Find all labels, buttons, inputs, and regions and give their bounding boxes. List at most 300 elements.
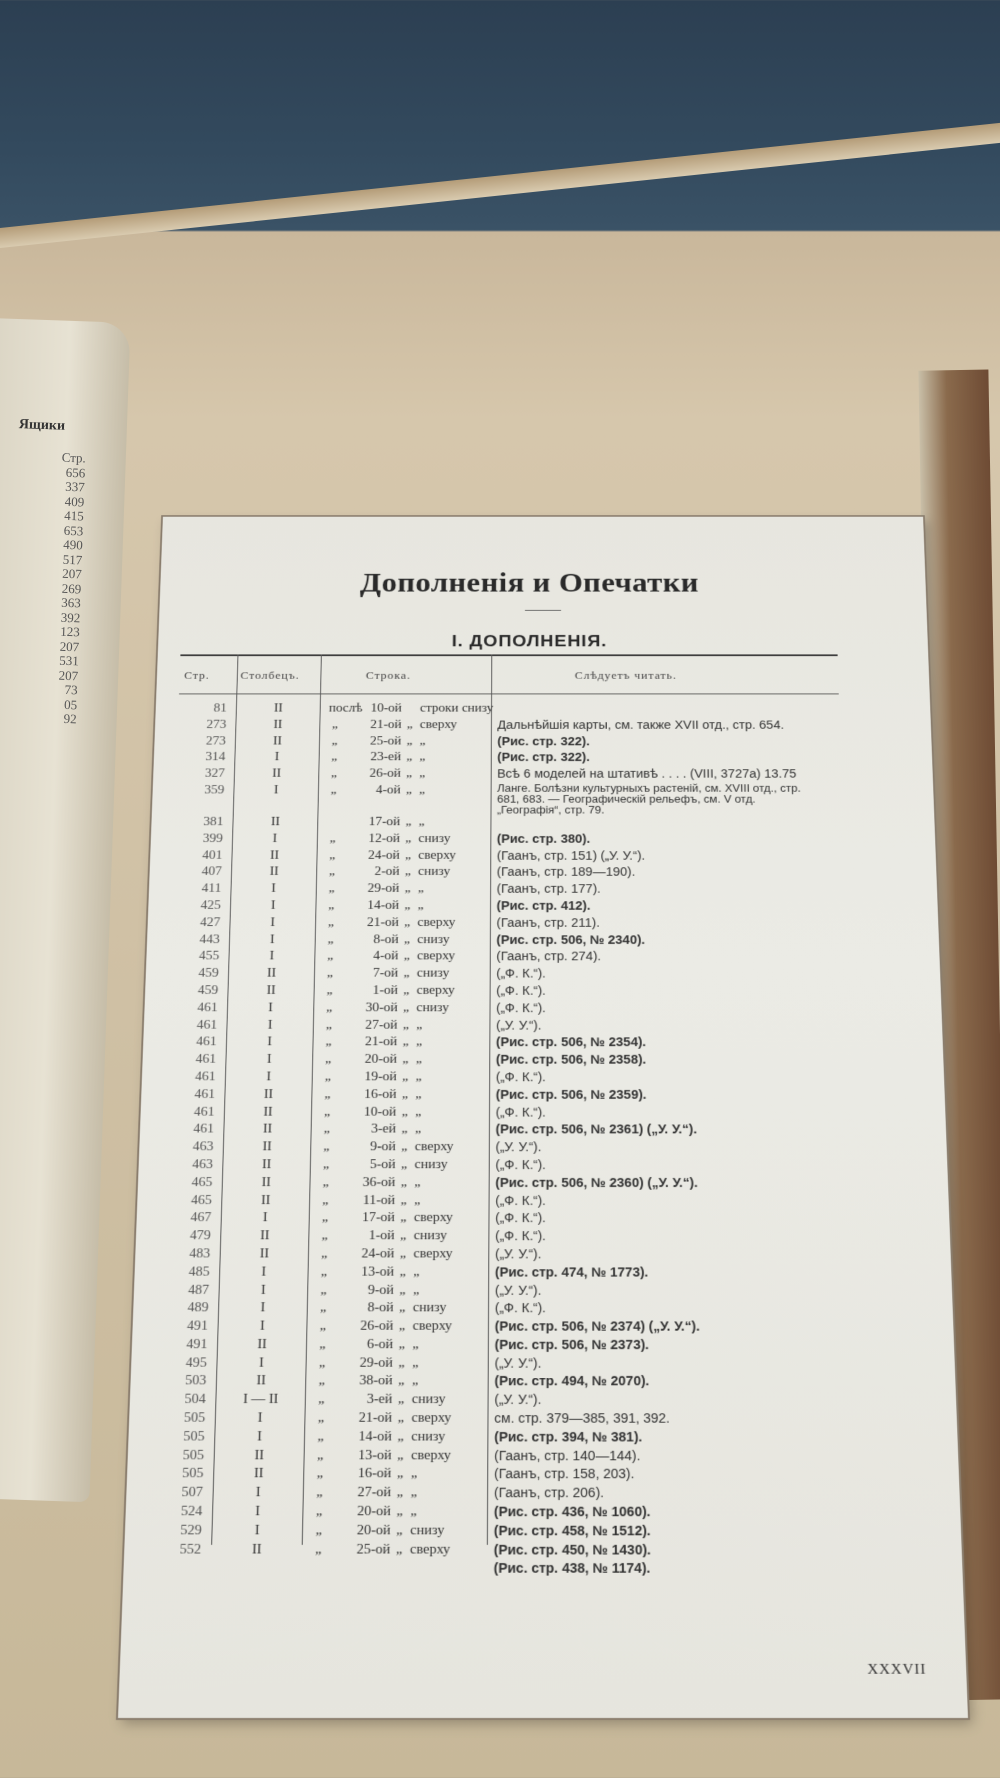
row-line-cell: 24-ой xyxy=(367,848,400,862)
document-page xyxy=(118,517,968,1718)
row-read-cell: (Гаанъ, стр. 274). xyxy=(496,949,602,964)
row-read-cell: („Ф. К.“). xyxy=(496,983,546,998)
row-position-cell: сверху xyxy=(413,1210,454,1226)
table-row xyxy=(148,899,938,916)
row-column-cell: II xyxy=(259,1246,270,1261)
row-column-cell: II xyxy=(269,865,279,879)
row-read-cell: („Ф. К.“). xyxy=(496,966,546,981)
row-page-cell: 529 xyxy=(180,1522,202,1539)
row-line-cell: 1-ой xyxy=(368,1228,395,1244)
row-ditto-cell: „ xyxy=(399,1264,406,1280)
row-position-cell: сверху xyxy=(409,1541,451,1558)
row-column-cell: I xyxy=(272,831,278,846)
row-prefix-cell: „ xyxy=(328,865,336,879)
row-ditto-cell: „ xyxy=(406,734,413,748)
row-page-cell: 483 xyxy=(189,1246,211,1261)
row-line-cell: 10-ой xyxy=(363,1104,397,1119)
row-prefix-cell: „ xyxy=(326,1000,333,1015)
table-row xyxy=(140,1105,945,1123)
row-line-cell: 23-ей xyxy=(370,750,402,764)
row-ditto-cell: „ xyxy=(404,898,411,913)
row-prefix-cell: „ xyxy=(321,1210,329,1226)
row-ditto-cell: „ xyxy=(401,1122,408,1137)
row-ditto-cell: „ xyxy=(397,1392,405,1408)
row-page-cell: 425 xyxy=(200,898,222,913)
row-read-cell: Ланге. Болѣзни культурныхъ растеній, см. XVIII отд., стр. 681, 683. — Географическій рельефъ, см. V отд. „Географія“, стр. 79. xyxy=(496,782,801,816)
row-line-cell: 1-ой xyxy=(372,983,399,998)
row-ditto-cell: „ xyxy=(405,831,412,846)
row-column-cell: II xyxy=(256,1373,266,1389)
row-read-cell: (Рис. стр. 506, № 2374) („У. У.“). xyxy=(494,1318,700,1334)
row-page-cell: 461 xyxy=(194,1069,216,1084)
row-read-cell: („Ф. К.“). xyxy=(495,1210,546,1226)
row-line-cell: 21-ой xyxy=(370,717,402,732)
row-position-cell: снизу xyxy=(417,932,450,947)
row-position-cell: снизу xyxy=(412,1300,447,1316)
row-page-cell: 524 xyxy=(180,1503,203,1520)
header-rule-bottom xyxy=(179,694,839,695)
row-read-cell: (Рис. стр. 450, № 1430). xyxy=(493,1541,651,1558)
row-line-cell: 14-ой xyxy=(358,1429,392,1445)
row-position-cell: „ xyxy=(418,815,425,829)
title-rule xyxy=(525,610,561,611)
row-line-cell: 13-ой xyxy=(357,1447,392,1463)
row-column-cell: II xyxy=(266,966,277,981)
row-page-cell: 463 xyxy=(192,1139,214,1154)
row-read-cell: (Гаанъ, стр. 211). xyxy=(496,915,600,930)
row-line-cell: 2-ой xyxy=(374,865,400,879)
row-position-cell: снизу xyxy=(410,1522,445,1539)
row-page-cell: 507 xyxy=(181,1485,204,1501)
row-page-cell: 359 xyxy=(204,783,225,797)
row-read-cell: (Рис. стр. 436, № 1060). xyxy=(493,1503,651,1520)
row-position-cell: „ xyxy=(414,1192,421,1208)
row-position-cell: „ xyxy=(415,1087,422,1102)
row-position-cell: сверху xyxy=(411,1410,452,1426)
row-line-cell: 17-ой xyxy=(368,815,401,829)
row-page-cell: 503 xyxy=(184,1373,207,1389)
row-prefix-cell: „ xyxy=(324,1087,331,1102)
table-row xyxy=(125,1504,960,1523)
left-page-entry: 207 xyxy=(62,565,83,582)
row-position-cell: сверху xyxy=(411,1447,452,1463)
row-prefix-cell: „ xyxy=(325,1052,332,1067)
row-line-cell: 13-ой xyxy=(360,1264,395,1280)
row-column-cell: II xyxy=(257,1337,267,1352)
row-ditto-cell: „ xyxy=(397,1447,404,1463)
row-read-cell: („Ф. К.“). xyxy=(494,1300,546,1316)
row-position-cell: сверху xyxy=(419,717,458,732)
row-position-cell: „ xyxy=(417,881,424,896)
row-line-cell: 3-ей xyxy=(370,1122,397,1137)
row-ditto-cell: „ xyxy=(401,1139,408,1154)
row-read-cell: (Рис. стр. 458, № 1512). xyxy=(493,1522,651,1539)
header-line: Строка. xyxy=(365,669,411,682)
left-page-entries xyxy=(6,449,86,727)
row-position-cell: „ xyxy=(419,750,426,764)
table-row xyxy=(153,767,933,783)
row-column-cell: II xyxy=(263,1087,274,1102)
table-row xyxy=(133,1301,953,1319)
row-prefix-cell: „ xyxy=(321,1228,328,1244)
row-position-cell: „ xyxy=(414,1175,421,1190)
row-line-cell: 14-ой xyxy=(367,898,400,913)
row-line-cell: 10-ой xyxy=(370,701,402,715)
row-page-cell: 327 xyxy=(204,766,226,781)
row-ditto-cell: „ xyxy=(403,983,410,998)
page-number: XXXVII xyxy=(867,1661,927,1678)
row-page-cell: 487 xyxy=(187,1282,210,1298)
row-column-cell: I — II xyxy=(242,1392,279,1408)
row-line-cell: 16-ой xyxy=(357,1466,392,1482)
row-column-cell: I xyxy=(269,932,275,947)
row-line-cell: 9-ой xyxy=(369,1139,396,1154)
row-column-cell: I xyxy=(270,898,276,913)
row-position-cell: сверху xyxy=(413,1246,453,1261)
row-ditto-cell: „ xyxy=(406,750,413,764)
table-row xyxy=(144,1001,942,1018)
left-page-entry: 490 xyxy=(63,536,84,553)
row-read-cell: (Гаанъ, стр. 177). xyxy=(496,881,601,896)
row-read-cell: (Рис. стр. 506, № 2373). xyxy=(494,1337,649,1352)
row-position-cell: снизу xyxy=(411,1392,446,1408)
row-line-cell: 16-ой xyxy=(363,1087,397,1102)
row-ditto-cell: „ xyxy=(406,766,413,781)
row-page-cell: 552 xyxy=(179,1541,202,1558)
row-column-cell: I xyxy=(254,1522,260,1539)
row-ditto-cell: „ xyxy=(400,1228,407,1244)
row-page-cell: 505 xyxy=(183,1429,205,1445)
table-row xyxy=(139,1140,947,1158)
row-column-cell: II xyxy=(251,1541,262,1558)
row-line-cell: 3-ей xyxy=(366,1392,393,1408)
row-position-cell: „ xyxy=(414,1122,422,1137)
row-read-cell: (Рис. стр. 380). xyxy=(496,831,591,846)
row-column-cell: I xyxy=(266,1069,272,1084)
row-page-cell: 465 xyxy=(191,1175,213,1190)
row-prefix-cell: „ xyxy=(318,1373,326,1389)
row-position-cell: „ xyxy=(410,1503,417,1520)
row-prefix-cell: „ xyxy=(317,1410,325,1426)
row-line-cell: 20-ой xyxy=(356,1503,391,1520)
row-position-cell: „ xyxy=(415,1069,422,1084)
row-prefix-cell: „ xyxy=(323,1104,331,1119)
row-line-cell: 4-ой xyxy=(373,949,399,964)
row-prefix-cell: „ xyxy=(319,1318,327,1334)
row-ditto-cell: „ xyxy=(398,1337,406,1352)
left-page-entry: 05 xyxy=(63,696,78,712)
row-line-cell: 21-ой xyxy=(364,1035,398,1050)
row-prefix-cell: „ xyxy=(316,1485,323,1501)
row-position-cell: строки снизу xyxy=(419,701,494,715)
row-column-cell: II xyxy=(262,1122,273,1137)
row-ditto-cell: „ xyxy=(403,932,411,947)
row-position-cell: снизу xyxy=(417,865,451,879)
left-page-entry: 656 xyxy=(65,464,86,480)
row-ditto-cell: „ xyxy=(399,1282,406,1298)
row-page-cell: 443 xyxy=(199,932,220,947)
table-row xyxy=(124,1542,962,1561)
row-ditto-cell: „ xyxy=(402,1017,410,1032)
table-row xyxy=(143,1035,943,1052)
row-read-cell: (Гаанъ, стр. 206). xyxy=(493,1485,604,1501)
row-ditto-cell: „ xyxy=(400,1157,408,1172)
row-position-cell: „ xyxy=(412,1282,420,1298)
row-page-cell: 407 xyxy=(201,865,223,879)
row-prefix-cell: „ xyxy=(329,848,336,862)
row-line-cell: 21-ой xyxy=(358,1410,393,1426)
row-read-cell: („У. У.“). xyxy=(496,1017,542,1032)
table-row xyxy=(125,1523,962,1542)
row-ditto-cell: „ xyxy=(404,865,411,879)
row-column-cell: II xyxy=(261,1157,272,1172)
row-prefix-cell: „ xyxy=(316,1466,324,1482)
row-position-cell: сверху xyxy=(416,949,456,964)
table-row xyxy=(146,949,940,966)
header-rule-top xyxy=(180,654,837,656)
row-read-cell: (Рис. стр. 506, № 2340). xyxy=(496,932,646,947)
row-page-cell: 467 xyxy=(190,1210,212,1226)
left-page-entry: 517 xyxy=(62,551,83,567)
table-row xyxy=(141,1087,945,1104)
row-column-cell: II xyxy=(273,717,283,732)
row-column-cell: I xyxy=(259,1355,265,1371)
row-page-cell: 427 xyxy=(199,915,221,930)
row-column-cell: I xyxy=(274,750,280,764)
row-prefix-cell: „ xyxy=(322,1192,329,1208)
row-column-cell: II xyxy=(266,983,276,998)
row-column-cell: II xyxy=(263,1104,273,1119)
row-line-cell: 38-ой xyxy=(359,1373,393,1389)
row-ditto-cell: „ xyxy=(396,1466,404,1482)
row-line-cell: 29-ой xyxy=(367,881,400,896)
table-row xyxy=(129,1392,956,1410)
row-line-cell: 9-ой xyxy=(367,1282,394,1298)
left-page-entry: Стр. xyxy=(61,449,87,466)
row-line-cell: 27-ой xyxy=(365,1017,398,1032)
row-read-cell: Дальнѣйшія карты, см. также XVII отд., стр. 654. xyxy=(497,717,785,732)
row-page-cell: 491 xyxy=(186,1337,208,1352)
row-position-cell: сверху xyxy=(412,1318,453,1334)
row-line-cell: 12-ой xyxy=(368,831,401,846)
row-prefix-cell: „ xyxy=(331,734,338,748)
row-column-cell: II xyxy=(260,1192,271,1208)
row-line-cell: 25-ой xyxy=(369,734,402,748)
row-column-cell: II xyxy=(269,848,280,862)
row-ditto-cell: „ xyxy=(402,1035,409,1050)
row-line-cell: 11-ой xyxy=(362,1192,396,1208)
row-line-cell: 7-ой xyxy=(372,966,399,981)
row-read-cell: (Рис. стр. 506, № 2360) („У. У.“). xyxy=(495,1175,698,1190)
row-column-cell: I xyxy=(260,1300,266,1316)
row-position-cell: снизу xyxy=(418,831,451,846)
table-row xyxy=(126,1485,960,1504)
left-page-entry: 363 xyxy=(60,594,82,611)
row-prefix-cell: „ xyxy=(328,881,335,896)
row-page-cell: 459 xyxy=(197,983,219,998)
row-line-cell: 21-ой xyxy=(366,915,399,930)
row-page-cell: 505 xyxy=(182,1447,205,1463)
row-column-cell: II xyxy=(253,1466,264,1482)
table-row xyxy=(131,1355,955,1373)
left-page-entry: 269 xyxy=(61,580,82,596)
header-column: Столбецъ. xyxy=(240,669,300,682)
table-row xyxy=(127,1466,960,1485)
table-row xyxy=(147,916,938,933)
table-row xyxy=(151,815,935,832)
row-ditto-cell: „ xyxy=(404,915,411,930)
left-page-header: Ящики xyxy=(18,417,66,434)
row-ditto-cell: „ xyxy=(397,1410,405,1426)
row-page-cell: 461 xyxy=(194,1087,216,1102)
row-ditto-cell: „ xyxy=(395,1541,403,1558)
row-page-cell: 81 xyxy=(213,701,228,715)
table-row xyxy=(130,1374,956,1392)
row-read-cell: („У. У.“). xyxy=(495,1246,542,1261)
row-ditto-cell: „ xyxy=(396,1503,403,1520)
table-row xyxy=(137,1193,949,1211)
left-page-entry: 337 xyxy=(65,478,86,495)
row-position-cell: сверху xyxy=(416,983,455,998)
row-prefix-cell: „ xyxy=(323,1139,330,1154)
left-page-entry: 392 xyxy=(60,609,81,625)
row-prefix-cell: „ xyxy=(327,932,334,947)
table-row xyxy=(154,751,933,767)
row-position-cell: сверху xyxy=(418,848,457,862)
row-position-cell: „ xyxy=(419,734,426,748)
row-read-cell: (Рис. стр. 412). xyxy=(496,898,591,913)
row-ditto-cell: „ xyxy=(402,1052,409,1067)
row-column-cell: I xyxy=(259,1318,266,1334)
table-row xyxy=(138,1175,949,1193)
row-ditto-cell: „ xyxy=(405,815,412,829)
row-read-cell: („Ф. К.“). xyxy=(495,1192,546,1208)
page-title: Дополненія и Опечатки xyxy=(359,568,700,598)
row-read-cell: („У. У.“). xyxy=(494,1355,542,1371)
row-ditto-cell: „ xyxy=(398,1373,405,1389)
row-position-cell: снизу xyxy=(416,966,450,981)
row-prefix-cell: „ xyxy=(322,1157,330,1172)
table-row xyxy=(140,1122,947,1140)
left-page xyxy=(0,318,131,1503)
row-read-cell: (Рис. стр. 506, № 2359). xyxy=(495,1087,647,1102)
row-column-cell: I xyxy=(255,1485,261,1501)
row-line-cell: 36-ой xyxy=(362,1175,396,1190)
table-row xyxy=(147,932,940,949)
row-page-cell: 505 xyxy=(181,1466,204,1482)
row-read-cell: („Ф. К.“). xyxy=(495,1069,546,1084)
row-position-cell: „ xyxy=(419,766,426,781)
row-column-cell: I xyxy=(266,1052,272,1067)
row-page-cell: 465 xyxy=(190,1192,213,1208)
row-prefix-cell: „ xyxy=(329,831,336,846)
table-row xyxy=(152,783,934,815)
row-read-cell: („Ф. К.“). xyxy=(495,1228,546,1244)
row-read-cell: (Гаанъ, стр. 158, 203). xyxy=(494,1466,635,1482)
table-row xyxy=(132,1319,954,1337)
row-prefix-cell: „ xyxy=(321,1246,328,1261)
row-ditto-cell: „ xyxy=(396,1485,404,1501)
row-ditto-cell: „ xyxy=(405,848,412,862)
table-row xyxy=(136,1229,951,1247)
row-page-cell: 399 xyxy=(202,831,224,846)
row-column-cell: II xyxy=(254,1447,265,1463)
row-page-cell: 463 xyxy=(191,1157,214,1172)
row-position-cell: „ xyxy=(416,1017,423,1032)
row-line-cell: 25-ой xyxy=(356,1541,391,1558)
row-page-cell: 489 xyxy=(187,1300,209,1316)
row-column-cell: I xyxy=(257,1429,263,1445)
row-page-cell: 504 xyxy=(184,1392,206,1408)
row-page-cell: 381 xyxy=(203,815,224,829)
table-row xyxy=(138,1157,947,1175)
row-position-cell: „ xyxy=(411,1373,419,1389)
row-column-cell: I xyxy=(267,1035,273,1050)
table-row xyxy=(134,1282,953,1300)
row-read-cell: (Рис. стр. 474, № 1773). xyxy=(494,1264,649,1280)
row-read-cell: (Гаанъ, стр. 151) („У. У.“). xyxy=(496,848,646,862)
row-prefix-cell: „ xyxy=(331,717,338,732)
table-row xyxy=(135,1246,951,1264)
row-ditto-cell: „ xyxy=(403,966,410,981)
row-column-cell: II xyxy=(262,1139,272,1154)
row-line-cell: 8-ой xyxy=(373,932,399,947)
row-page-cell: 461 xyxy=(197,1000,218,1015)
row-position-cell: „ xyxy=(410,1466,418,1482)
row-ditto-cell: „ xyxy=(401,1104,408,1119)
row-prefix-cell: „ xyxy=(325,1035,332,1050)
table-row xyxy=(132,1337,955,1355)
row-column-cell: II xyxy=(272,766,282,781)
row-line-cell: 20-ой xyxy=(356,1522,391,1539)
row-ditto-cell: „ xyxy=(397,1429,404,1445)
row-prefix-cell: „ xyxy=(325,1017,333,1032)
row-page-cell: 461 xyxy=(195,1035,217,1050)
row-column-cell: II xyxy=(273,701,283,715)
row-read-cell: (Рис. стр. 322). xyxy=(497,734,590,748)
table-row xyxy=(134,1264,951,1282)
row-position-cell: снизу xyxy=(414,1157,448,1172)
row-position-cell: снизу xyxy=(413,1228,447,1244)
row-position-cell: „ xyxy=(415,1052,422,1067)
row-column-cell: I xyxy=(255,1503,261,1520)
row-read-cell: Всѣ 6 моделей на штативѣ . . . . (VIII, 3727a) 13.75 xyxy=(497,766,797,781)
row-read-cell: („У. У.“). xyxy=(495,1139,542,1154)
row-page-cell: 401 xyxy=(202,848,223,862)
row-page-cell: 459 xyxy=(198,966,219,981)
row-page-cell: 461 xyxy=(193,1122,215,1137)
row-column-cell: I xyxy=(273,783,279,797)
row-column-cell: I xyxy=(257,1410,263,1426)
row-line-cell: 30-ой xyxy=(365,1000,398,1015)
row-prefix-cell: „ xyxy=(318,1355,326,1371)
row-line-cell: 24-ой xyxy=(361,1246,395,1261)
row-prefix-cell: „ xyxy=(318,1392,325,1408)
row-read-cell: (Рис. стр. 438, № 1174). xyxy=(493,1560,651,1577)
row-read-cell: („У. У.“). xyxy=(494,1392,542,1408)
desk-edge xyxy=(0,123,1000,248)
row-prefix-cell: „ xyxy=(320,1264,328,1280)
left-page-entry: 73 xyxy=(64,681,78,698)
row-line-cell: 29-ой xyxy=(359,1355,393,1371)
row-position-cell: „ xyxy=(415,1035,423,1050)
row-line-cell: 8-ой xyxy=(367,1300,394,1316)
row-page-cell: 461 xyxy=(195,1052,217,1067)
row-line-cell: 19-ой xyxy=(364,1069,397,1084)
table-row xyxy=(129,1411,957,1430)
table-row xyxy=(127,1448,958,1467)
row-ditto-cell: „ xyxy=(401,1087,409,1102)
